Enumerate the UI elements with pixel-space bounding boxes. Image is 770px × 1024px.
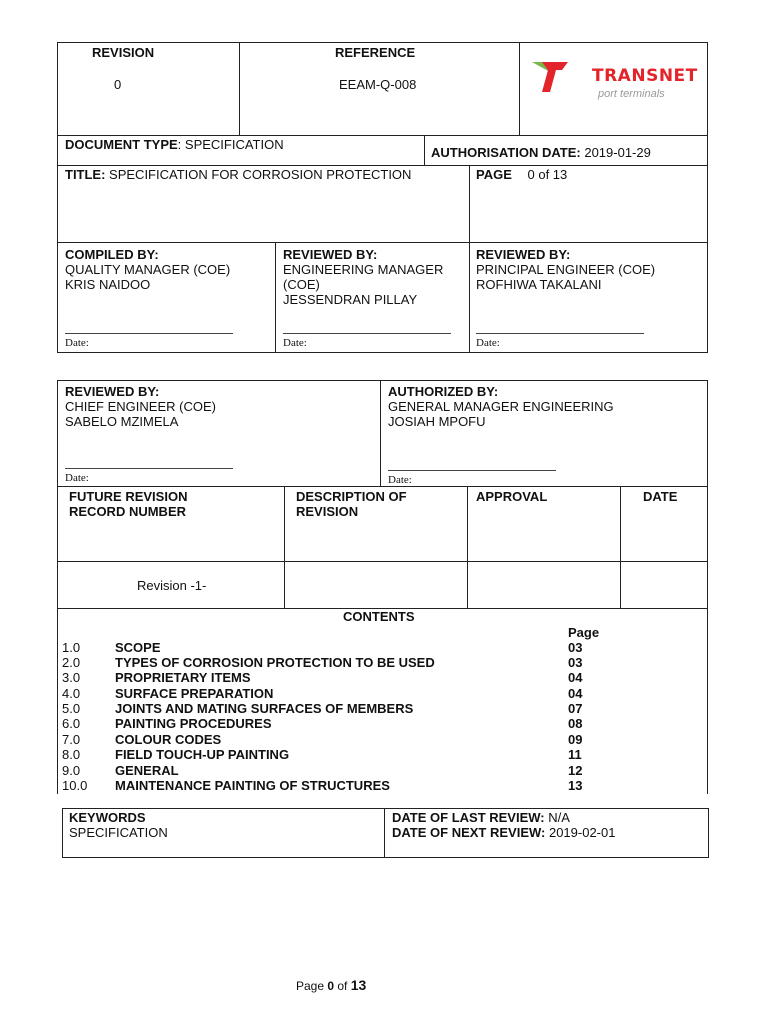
authorized-by-heading: AUTHORIZED BY: <box>388 384 499 399</box>
toc-title: TYPES OF CORROSION PROTECTION TO BE USED <box>115 655 435 670</box>
toc-number: 4.0 <box>62 686 81 701</box>
reference-value: EEAM-Q-008 <box>339 77 417 92</box>
list-item <box>62 763 602 778</box>
revision-table-col-divider <box>284 486 285 609</box>
contents-right-border <box>707 608 708 794</box>
last-review <box>392 810 615 825</box>
list-item <box>62 670 602 685</box>
reviewed-by-name: SABELO MZIMELA <box>65 414 179 429</box>
auth-date-label: AUTHORISATION DATE: <box>431 145 581 160</box>
toc-number: 7.0 <box>62 732 81 747</box>
reviewed-by-eng <box>283 247 443 307</box>
keywords-label: KEYWORDS <box>69 810 146 825</box>
contents-page-heading: Page <box>568 625 600 640</box>
toc-title: COLOUR CODES <box>115 732 222 747</box>
reviewed-by-role-cont: (COE) <box>283 277 320 292</box>
authorized-by-role: GENERAL MANAGER ENGINEERING <box>388 399 614 414</box>
page-footer <box>296 977 366 993</box>
header-divider-2 <box>519 42 520 136</box>
toc-number: 9.0 <box>62 763 81 778</box>
toc-title: MAINTENANCE PAINTING OF STRUCTURES <box>115 778 390 793</box>
date-label: Date: <box>476 337 500 349</box>
page-indicator <box>476 167 567 182</box>
last-review-label: DATE OF LAST REVIEW: <box>392 810 545 825</box>
compiled-by-heading: COMPILED BY: <box>65 247 159 262</box>
toc-number: 10.0 <box>62 778 88 793</box>
toc-title: JOINTS AND MATING SURFACES OF MEMBERS <box>115 701 414 716</box>
signature-line <box>65 468 233 469</box>
header-description-line2: REVISION <box>296 504 359 519</box>
reference-label: REFERENCE <box>335 45 416 60</box>
keywords-value: SPECIFICATION <box>69 825 168 840</box>
contents-heading: CONTENTS <box>343 609 415 624</box>
transnet-logo-icon <box>530 58 570 96</box>
footer-middle: of <box>334 979 351 993</box>
doc-type-value: : SPECIFICATION <box>177 137 284 152</box>
toc-title: SCOPE <box>115 640 161 655</box>
doc-type-label: DOCUMENT TYPE <box>65 137 178 152</box>
toc-page: 11 <box>568 747 582 762</box>
toc-page: 04 <box>568 670 583 685</box>
date-label: Date: <box>283 337 307 349</box>
auth-date <box>431 145 651 160</box>
page-label: PAGE <box>476 167 512 182</box>
revision-row-label: Revision -1- <box>137 578 207 593</box>
review-dates <box>392 810 615 840</box>
list-item <box>62 686 602 701</box>
keywords <box>69 810 168 840</box>
toc-number: 6.0 <box>62 716 81 731</box>
last-review-value: N/A <box>544 810 570 825</box>
toc-page: 03 <box>568 655 583 670</box>
reviewed-by-heading: REVIEWED BY: <box>65 384 160 399</box>
date-label: Date: <box>388 474 412 486</box>
header-approval: APPROVAL <box>476 489 548 504</box>
logo-brand: TRANSNET <box>592 66 698 86</box>
title-value: SPECIFICATION FOR CORROSION PROTECTION <box>105 167 412 182</box>
list-item <box>62 778 602 793</box>
toc-title: GENERAL <box>115 763 179 778</box>
reviewed-by-principal <box>476 247 655 292</box>
toc-page: 08 <box>568 716 583 731</box>
toc-title: FIELD TOUCH-UP PAINTING <box>115 747 290 762</box>
reviewed-by-heading: REVIEWED BY: <box>476 247 571 262</box>
signature-line <box>283 333 451 334</box>
toc-title: SURFACE PREPARATION <box>115 686 274 701</box>
doc-type <box>65 137 284 152</box>
toc-page: 13 <box>568 778 583 793</box>
revision-table-row-divider <box>57 561 708 562</box>
toc-number: 8.0 <box>62 747 81 762</box>
list-item <box>62 701 602 716</box>
list-item <box>62 747 602 762</box>
next-review-label: DATE OF NEXT REVIEW: <box>392 825 546 840</box>
reviewed-by-heading: REVIEWED BY: <box>283 247 378 262</box>
footer-total: 13 <box>350 977 367 993</box>
list-item <box>62 716 602 731</box>
doc-title <box>65 167 411 182</box>
reviewed-by-role: PRINCIPAL ENGINEER (COE) <box>476 262 656 277</box>
toc-page: 07 <box>568 701 583 716</box>
header-future-revision-line1: FUTURE REVISION <box>69 489 188 504</box>
title-label: TITLE: <box>65 167 106 182</box>
reviewed-by-name: JESSENDRAN PILLAY <box>283 292 418 307</box>
authorized-by <box>388 384 614 429</box>
page-value: 0 of 13 <box>527 167 568 182</box>
toc-page: 04 <box>568 686 583 701</box>
toc-page: 03 <box>568 640 583 655</box>
signature-line <box>476 333 644 334</box>
revision-table-col-divider <box>620 486 621 609</box>
toc-number: 5.0 <box>62 701 81 716</box>
reviewed-by-chief <box>65 384 216 429</box>
footer-current: 0 <box>327 979 335 993</box>
toc-title: PROPRIETARY ITEMS <box>115 670 251 685</box>
compiled-by-role: QUALITY MANAGER (COE) <box>65 262 231 277</box>
header-description-line1: DESCRIPTION OF <box>296 489 407 504</box>
logo-sub: port terminals <box>598 88 665 100</box>
revision-value: 0 <box>114 77 122 92</box>
list-item <box>62 640 602 655</box>
date-label: Date: <box>65 337 89 349</box>
compiled-by <box>65 247 230 292</box>
toc-page: 12 <box>568 763 583 778</box>
authorized-by-name: JOSIAH MPOFU <box>388 414 486 429</box>
revision-label: REVISION <box>92 45 155 60</box>
header-future-revision <box>69 489 187 519</box>
reviewed-by-name: ROFHIWA TAKALANI <box>476 277 602 292</box>
list-item <box>62 732 602 747</box>
next-review <box>392 825 615 840</box>
signature-line <box>388 470 556 471</box>
toc-number: 1.0 <box>62 640 81 655</box>
toc-number: 2.0 <box>62 655 81 670</box>
footer-prefix: Page <box>296 979 328 993</box>
date-label: Date: <box>65 472 89 484</box>
contents-left-border <box>57 608 58 794</box>
reviewed-by-role: CHIEF ENGINEER (COE) <box>65 399 216 414</box>
company-logo <box>530 58 700 106</box>
next-review-value: 2019-02-01 <box>545 825 616 840</box>
header-date: DATE <box>643 489 678 504</box>
signature-line <box>65 333 233 334</box>
toc-number: 3.0 <box>62 670 81 685</box>
header-divider-1 <box>239 42 240 136</box>
header-description <box>296 489 407 519</box>
revision-table-col-divider <box>467 486 468 609</box>
list-item <box>62 655 602 670</box>
toc-title: PAINTING PROCEDURES <box>115 716 272 731</box>
reviewed-by-role: ENGINEERING MANAGER <box>283 262 444 277</box>
compiled-by-name: KRIS NAIDOO <box>65 277 151 292</box>
header-future-revision-line2: RECORD NUMBER <box>69 504 186 519</box>
auth-date-value: 2019-01-29 <box>580 145 651 160</box>
toc-page: 09 <box>568 732 583 747</box>
